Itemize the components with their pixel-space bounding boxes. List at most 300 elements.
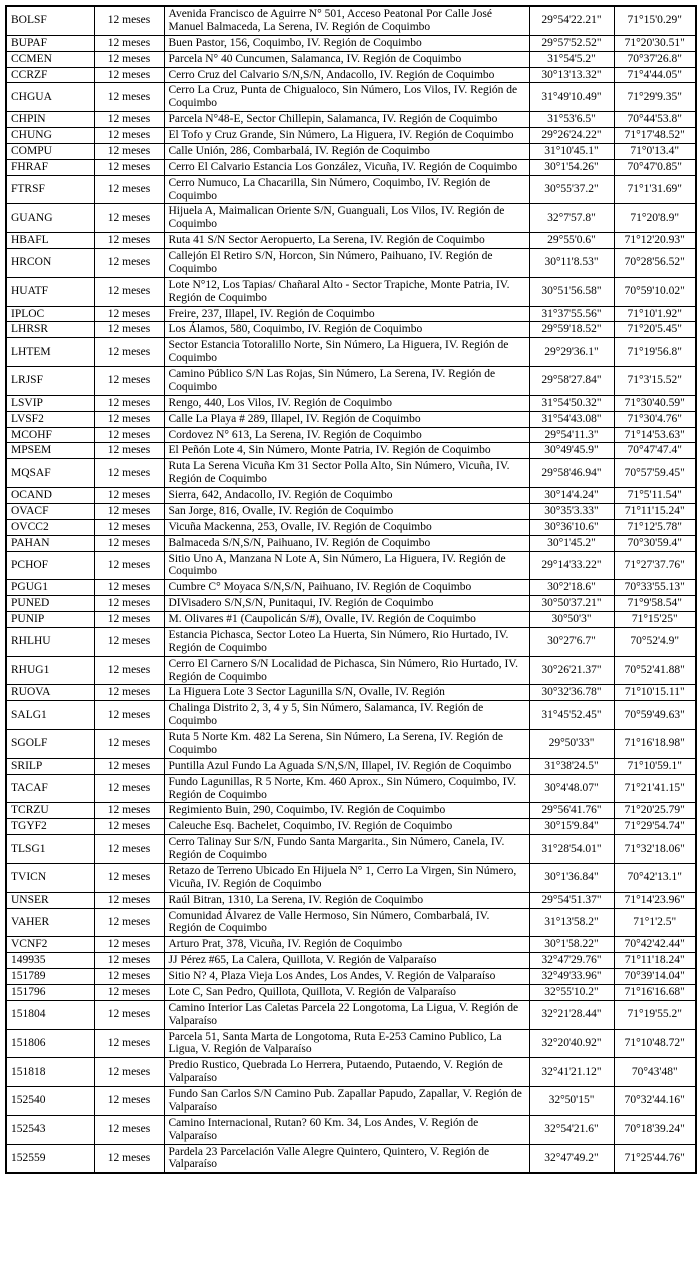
address-cell: Calle La Playa # 289, Illapel, IV. Región de Coquimbo — [164, 411, 529, 427]
address-cell: Freire, 237, Illapel, IV. Región de Coquimbo — [164, 306, 529, 322]
address-cell: Cumbre C° Moyaca S/N,S/N, Paihuano, IV. Región de Coquimbo — [164, 580, 529, 596]
table-row — [6, 758, 696, 774]
table-row — [6, 1144, 696, 1173]
longitude-cell: 71°12'5.78" — [614, 519, 696, 535]
longitude-cell: 71°29'9.35" — [614, 83, 696, 112]
longitude-cell: 71°17'48.52" — [614, 128, 696, 144]
table-row — [6, 937, 696, 953]
site-code-cell: BUPAF — [6, 35, 94, 51]
table-row — [6, 277, 696, 306]
duration-cell: 12 meses — [94, 503, 164, 519]
address-cell: Chalinga Distrito 2, 3, 4 y 5, Sin Número, Salamanca, IV. Región de Coquimbo — [164, 701, 529, 730]
duration-cell: 12 meses — [94, 306, 164, 322]
address-cell: Cerro El Calvario Estancia Los González, Vicuña, IV. Región de Coquimbo — [164, 159, 529, 175]
address-cell: Estancia Pichasca, Sector Loteo La Huerta, Sin Número, Rio Hurtado, IV. Región de Coquimbo — [164, 627, 529, 656]
duration-cell: 12 meses — [94, 908, 164, 937]
longitude-cell: 71°14'23.96" — [614, 892, 696, 908]
longitude-cell: 70°43'48" — [614, 1058, 696, 1087]
address-cell: Buen Pastor, 156, Coquimbo, IV. Región de Coquimbo — [164, 35, 529, 51]
duration-cell: 12 meses — [94, 35, 164, 51]
duration-cell: 12 meses — [94, 835, 164, 864]
duration-cell: 12 meses — [94, 143, 164, 159]
site-code-cell: PAHAN — [6, 535, 94, 551]
address-cell: La Higuera Lote 3 Sector Lagunilla S/N, Ovalle, IV. Región — [164, 685, 529, 701]
table-row — [6, 83, 696, 112]
table-row — [6, 233, 696, 249]
longitude-cell: 70°30'59.4" — [614, 535, 696, 551]
duration-cell: 12 meses — [94, 863, 164, 892]
address-cell: Hijuela A, Maimalican Oriente S/N, Guanguali, Los Vilos, IV. Región de Coquimbo — [164, 204, 529, 233]
longitude-cell: 71°10'15.11" — [614, 685, 696, 701]
latitude-cell: 32°41'21.12" — [529, 1058, 614, 1087]
latitude-cell: 30°11'8.53" — [529, 249, 614, 278]
duration-cell: 12 meses — [94, 51, 164, 67]
duration-cell: 12 meses — [94, 277, 164, 306]
duration-cell: 12 meses — [94, 322, 164, 338]
latitude-cell: 32°21'28.44" — [529, 1000, 614, 1029]
table-row — [6, 488, 696, 504]
duration-cell: 12 meses — [94, 730, 164, 759]
address-cell: Camino Público S/N Las Rojas, Sin Número, La Serena, IV. Región de Coquimbo — [164, 367, 529, 396]
address-cell: Parcela 51, Santa Marta de Longotoma, Ruta E-253 Camino Publico, La Ligua, V. Región de Valparaíso — [164, 1029, 529, 1058]
sites-table — [5, 5, 697, 1174]
longitude-cell: 71°25'44.76" — [614, 1144, 696, 1173]
duration-cell: 12 meses — [94, 459, 164, 488]
duration-cell: 12 meses — [94, 128, 164, 144]
table-row — [6, 596, 696, 612]
latitude-cell: 30°51'56.58" — [529, 277, 614, 306]
duration-cell: 12 meses — [94, 443, 164, 459]
table-row — [6, 6, 696, 35]
duration-cell: 12 meses — [94, 488, 164, 504]
latitude-cell: 32°55'10.2" — [529, 984, 614, 1000]
latitude-cell: 30°2'18.6" — [529, 580, 614, 596]
site-code-cell: 151789 — [6, 969, 94, 985]
longitude-cell: 71°30'40.59" — [614, 395, 696, 411]
table-row — [6, 1115, 696, 1144]
site-code-cell: HUATF — [6, 277, 94, 306]
table-row — [6, 519, 696, 535]
address-cell: Cerro El Carnero S/N Localidad de Pichasca, Sin Número, Rio Hurtado, IV. Región de Coquimbo — [164, 656, 529, 685]
longitude-cell: 71°15'25" — [614, 612, 696, 628]
latitude-cell: 30°27'6.7" — [529, 627, 614, 656]
table-row — [6, 774, 696, 803]
latitude-cell: 31°10'45.1" — [529, 143, 614, 159]
address-cell: Raúl Bitran, 1310, La Serena, IV. Región de Coquimbo — [164, 892, 529, 908]
duration-cell: 12 meses — [94, 1144, 164, 1173]
latitude-cell: 30°15'9.84" — [529, 819, 614, 835]
table-row — [6, 143, 696, 159]
latitude-cell: 29°56'41.76" — [529, 803, 614, 819]
site-code-cell: TACAF — [6, 774, 94, 803]
duration-cell: 12 meses — [94, 612, 164, 628]
site-code-cell: CHGUA — [6, 83, 94, 112]
latitude-cell: 30°55'37.2" — [529, 175, 614, 204]
latitude-cell: 29°26'24.22" — [529, 128, 614, 144]
duration-cell: 12 meses — [94, 892, 164, 908]
longitude-cell: 70°57'59.45" — [614, 459, 696, 488]
longitude-cell: 70°39'14.04" — [614, 969, 696, 985]
duration-cell: 12 meses — [94, 411, 164, 427]
duration-cell: 12 meses — [94, 1000, 164, 1029]
site-code-cell: 152559 — [6, 1144, 94, 1173]
longitude-cell: 70°44'53.8" — [614, 112, 696, 128]
table-row — [6, 175, 696, 204]
site-code-cell: PCHOF — [6, 551, 94, 580]
longitude-cell: 71°10'1.92" — [614, 306, 696, 322]
address-cell: Parcela N° 40 Cuncumen, Salamanca, IV. Región de Coquimbo — [164, 51, 529, 67]
latitude-cell: 30°1'45.2" — [529, 535, 614, 551]
site-code-cell: PUNIP — [6, 612, 94, 628]
latitude-cell: 32°49'33.96" — [529, 969, 614, 985]
table-row — [6, 128, 696, 144]
latitude-cell: 32°20'40.92" — [529, 1029, 614, 1058]
table-row — [6, 627, 696, 656]
longitude-cell: 71°32'18.06" — [614, 835, 696, 864]
site-code-cell: CCMEN — [6, 51, 94, 67]
latitude-cell: 29°58'27.84" — [529, 367, 614, 396]
longitude-cell: 71°11'15.24" — [614, 503, 696, 519]
duration-cell: 12 meses — [94, 1029, 164, 1058]
duration-cell: 12 meses — [94, 395, 164, 411]
latitude-cell: 31°54'43.08" — [529, 411, 614, 427]
longitude-cell: 70°33'55.13" — [614, 580, 696, 596]
duration-cell: 12 meses — [94, 204, 164, 233]
table-row — [6, 112, 696, 128]
longitude-cell: 70°18'39.24" — [614, 1115, 696, 1144]
site-code-cell: LVSF2 — [6, 411, 94, 427]
site-code-cell: VCNF2 — [6, 937, 94, 953]
address-cell: DIVisadero S/N,S/N, Punitaqui, IV. Región de Coquimbo — [164, 596, 529, 612]
duration-cell: 12 meses — [94, 627, 164, 656]
longitude-cell: 71°14'53.63" — [614, 427, 696, 443]
duration-cell: 12 meses — [94, 984, 164, 1000]
site-code-cell: LHRSR — [6, 322, 94, 338]
address-cell: M. Olivares #1 (Caupolicán S/#), Ovalle, IV. Región de Coquimbo — [164, 612, 529, 628]
longitude-cell: 71°10'48.72" — [614, 1029, 696, 1058]
address-cell: Parcela N°48-E, Sector Chillepin, Salamanca, IV. Región de Coquimbo — [164, 112, 529, 128]
latitude-cell: 30°1'58.22" — [529, 937, 614, 953]
latitude-cell: 30°26'21.37" — [529, 656, 614, 685]
site-code-cell: BOLSF — [6, 6, 94, 35]
longitude-cell: 71°20'8.9" — [614, 204, 696, 233]
longitude-cell: 70°52'41.88" — [614, 656, 696, 685]
longitude-cell: 71°15'0.29" — [614, 6, 696, 35]
latitude-cell: 32°50'15" — [529, 1087, 614, 1116]
address-cell: Callejón El Retiro S/N, Horcon, Sin Número, Paihuano, IV. Región de Coquimbo — [164, 249, 529, 278]
latitude-cell: 29°54'22.21" — [529, 6, 614, 35]
latitude-cell: 29°14'33.22" — [529, 551, 614, 580]
site-code-cell: RHUG1 — [6, 656, 94, 685]
longitude-cell: 71°11'18.24" — [614, 953, 696, 969]
site-code-cell: 151818 — [6, 1058, 94, 1087]
longitude-cell: 71°21'41.15" — [614, 774, 696, 803]
table-row — [6, 249, 696, 278]
longitude-cell: 71°20'5.45" — [614, 322, 696, 338]
address-cell: Camino Internacional, Rutan? 60 Km. 34, Los Andes, V. Región de Valparaíso — [164, 1115, 529, 1144]
address-cell: Ruta 5 Norte Km. 482 La Serena, Sin Número, La Serena, IV. Región de Coquimbo — [164, 730, 529, 759]
latitude-cell: 30°4'48.07" — [529, 774, 614, 803]
table-row — [6, 503, 696, 519]
longitude-cell: 70°59'10.02" — [614, 277, 696, 306]
duration-cell: 12 meses — [94, 819, 164, 835]
latitude-cell: 32°54'21.6" — [529, 1115, 614, 1144]
site-code-cell: OCAND — [6, 488, 94, 504]
address-cell: Ruta La Serena Vicuña Km 31 Sector Polla Alto, Sin Número, Vicuña, IV. Región de Coquimbo — [164, 459, 529, 488]
address-cell: Ruta 41 S/N Sector Aeropuerto, La Serena, IV. Región de Coquimbo — [164, 233, 529, 249]
site-code-cell: CCRZF — [6, 67, 94, 83]
address-cell: Retazo de Terreno Ubicado En Hijuela N° 1, Cerro La Virgen, Sin Número, Vicuña, IV. Región de Coquimbo — [164, 863, 529, 892]
table-row — [6, 1087, 696, 1116]
site-code-cell: HRCON — [6, 249, 94, 278]
table-row — [6, 427, 696, 443]
site-code-cell: 151796 — [6, 984, 94, 1000]
table-row — [6, 612, 696, 628]
latitude-cell: 29°55'0.6" — [529, 233, 614, 249]
duration-cell: 12 meses — [94, 338, 164, 367]
duration-cell: 12 meses — [94, 67, 164, 83]
table-row — [6, 411, 696, 427]
address-cell: Regimiento Buin, 290, Coquimbo, IV. Región de Coquimbo — [164, 803, 529, 819]
table-row — [6, 656, 696, 685]
site-code-cell: TCRZU — [6, 803, 94, 819]
address-cell: Avenida Francisco de Aguirre N° 501, Acceso Peatonal Por Calle José Manuel Balmaceda, La Serena, IV. Región de Coquimbo — [164, 6, 529, 35]
address-cell: Cerro Numuco, La Chacarilla, Sin Número, Coquimbo, IV. Región de Coquimbo — [164, 175, 529, 204]
site-code-cell: PUNED — [6, 596, 94, 612]
site-code-cell: SGOLF — [6, 730, 94, 759]
address-cell: Fundo Lagunillas, R 5 Norte, Km. 460 Aprox., Sin Número, Coquimbo, IV. Región de Coquimbo — [164, 774, 529, 803]
table-row — [6, 730, 696, 759]
longitude-cell: 71°16'18.98" — [614, 730, 696, 759]
table-row — [6, 892, 696, 908]
longitude-cell: 71°1'31.69" — [614, 175, 696, 204]
address-cell: JJ Pérez #65, La Calera, Quillota, V. Región de Valparaíso — [164, 953, 529, 969]
latitude-cell: 29°58'46.94" — [529, 459, 614, 488]
table-row — [6, 984, 696, 1000]
duration-cell: 12 meses — [94, 758, 164, 774]
longitude-cell: 71°3'15.52" — [614, 367, 696, 396]
longitude-cell: 71°20'25.79" — [614, 803, 696, 819]
longitude-cell: 71°19'56.8" — [614, 338, 696, 367]
address-cell: Fundo San Carlos S/N Camino Pub. Zapallar Papudo, Zapallar, V. Región de Valparaíso — [164, 1087, 529, 1116]
site-code-cell: TGYF2 — [6, 819, 94, 835]
latitude-cell: 31°45'52.45" — [529, 701, 614, 730]
duration-cell: 12 meses — [94, 6, 164, 35]
duration-cell: 12 meses — [94, 1115, 164, 1144]
duration-cell: 12 meses — [94, 535, 164, 551]
latitude-cell: 31°38'24.5" — [529, 758, 614, 774]
longitude-cell: 71°16'16.68" — [614, 984, 696, 1000]
address-cell: Los Álamos, 580, Coquimbo, IV. Región de Coquimbo — [164, 322, 529, 338]
site-code-cell: 152540 — [6, 1087, 94, 1116]
longitude-cell: 71°29'54.74" — [614, 819, 696, 835]
longitude-cell: 70°28'56.52" — [614, 249, 696, 278]
longitude-cell: 70°32'44.16" — [614, 1087, 696, 1116]
site-code-cell: LHTEM — [6, 338, 94, 367]
site-code-cell: VAHER — [6, 908, 94, 937]
table-row — [6, 803, 696, 819]
latitude-cell: 31°54'50.32" — [529, 395, 614, 411]
table-row — [6, 1058, 696, 1087]
table-row — [6, 580, 696, 596]
site-code-cell: 152543 — [6, 1115, 94, 1144]
duration-cell: 12 meses — [94, 803, 164, 819]
duration-cell: 12 meses — [94, 233, 164, 249]
site-code-cell: COMPU — [6, 143, 94, 159]
latitude-cell: 29°57'52.52" — [529, 35, 614, 51]
table-row — [6, 863, 696, 892]
table-row — [6, 1029, 696, 1058]
site-code-cell: RHLHU — [6, 627, 94, 656]
site-code-cell: TVICN — [6, 863, 94, 892]
table-row — [6, 338, 696, 367]
longitude-cell: 71°1'2.5" — [614, 908, 696, 937]
latitude-cell: 30°50'3" — [529, 612, 614, 628]
longitude-cell: 70°37'26.8" — [614, 51, 696, 67]
address-cell: Puntilla Azul Fundo La Aguada S/N,S/N, Illapel, IV. Región de Coquimbo — [164, 758, 529, 774]
longitude-cell: 70°52'4.9" — [614, 627, 696, 656]
address-cell: Caleuche Esq. Bachelet, Coquimbo, IV. Región de Coquimbo — [164, 819, 529, 835]
latitude-cell: 30°13'13.32" — [529, 67, 614, 83]
table-row — [6, 395, 696, 411]
table-row — [6, 835, 696, 864]
longitude-cell: 71°5'11.54" — [614, 488, 696, 504]
table-row — [6, 159, 696, 175]
address-cell: Camino Interior Las Caletas Parcela 22 Longotoma, La Ligua, V. Región de Valparaíso — [164, 1000, 529, 1029]
address-cell: Vicuña Mackenna, 253, Ovalle, IV. Región de Coquimbo — [164, 519, 529, 535]
site-code-cell: CHPIN — [6, 112, 94, 128]
latitude-cell: 30°50'37.21" — [529, 596, 614, 612]
table-row — [6, 51, 696, 67]
table-row — [6, 535, 696, 551]
longitude-cell: 70°42'42.44" — [614, 937, 696, 953]
duration-cell: 12 meses — [94, 367, 164, 396]
address-cell: Cordovez N° 613, La Serena, IV. Región de Coquimbo — [164, 427, 529, 443]
duration-cell: 12 meses — [94, 701, 164, 730]
latitude-cell: 29°54'11.3" — [529, 427, 614, 443]
longitude-cell: 71°9'58.54" — [614, 596, 696, 612]
address-cell: Cerro Cruz del Calvario S/N,S/N, Andacollo, IV. Región de Coquimbo — [164, 67, 529, 83]
site-code-cell: TLSG1 — [6, 835, 94, 864]
site-code-cell: LSVIP — [6, 395, 94, 411]
latitude-cell: 32°47'49.2" — [529, 1144, 614, 1173]
latitude-cell: 30°1'54.26" — [529, 159, 614, 175]
duration-cell: 12 meses — [94, 937, 164, 953]
latitude-cell: 30°1'36.84" — [529, 863, 614, 892]
latitude-cell: 30°36'10.6" — [529, 519, 614, 535]
site-code-cell: SRILP — [6, 758, 94, 774]
duration-cell: 12 meses — [94, 83, 164, 112]
address-cell: Sierra, 642, Andacollo, IV. Región de Coquimbo — [164, 488, 529, 504]
duration-cell: 12 meses — [94, 774, 164, 803]
duration-cell: 12 meses — [94, 551, 164, 580]
latitude-cell: 31°28'54.01" — [529, 835, 614, 864]
address-cell: Comunidad Álvarez de Valle Hermoso, Sin Número, Combarbalá, IV. Región de Coquimbo — [164, 908, 529, 937]
site-code-cell: 149935 — [6, 953, 94, 969]
latitude-cell: 29°54'51.37" — [529, 892, 614, 908]
longitude-cell: 71°0'13.4" — [614, 143, 696, 159]
address-cell: Cerro La Cruz, Punta de Chigualoco, Sin Número, Los Vilos, IV. Región de Coquimbo — [164, 83, 529, 112]
site-code-cell: FTRSF — [6, 175, 94, 204]
longitude-cell: 71°19'55.2" — [614, 1000, 696, 1029]
latitude-cell: 31°37'55.56" — [529, 306, 614, 322]
latitude-cell: 31°53'6.5" — [529, 112, 614, 128]
duration-cell: 12 meses — [94, 519, 164, 535]
site-code-cell: SALG1 — [6, 701, 94, 730]
table-row — [6, 443, 696, 459]
site-code-cell: IPLOC — [6, 306, 94, 322]
longitude-cell: 70°47'47.4" — [614, 443, 696, 459]
address-cell: El Peñón Lote 4, Sin Número, Monte Patria, IV. Región de Coquimbo — [164, 443, 529, 459]
table-row — [6, 1000, 696, 1029]
latitude-cell: 31°54'5.2" — [529, 51, 614, 67]
longitude-cell: 70°42'13.1" — [614, 863, 696, 892]
table-row — [6, 67, 696, 83]
site-code-cell: MCOHF — [6, 427, 94, 443]
address-cell: Sitio N? 4, Plaza Vieja Los Andes, Los Andes, V. Región de Valparaíso — [164, 969, 529, 985]
site-code-cell: PGUG1 — [6, 580, 94, 596]
latitude-cell: 29°59'18.52" — [529, 322, 614, 338]
table-row — [6, 685, 696, 701]
longitude-cell: 71°4'44.05" — [614, 67, 696, 83]
address-cell: Lote C, San Pedro, Quillota, Quillota, V. Región de Valparaíso — [164, 984, 529, 1000]
table-row — [6, 306, 696, 322]
site-code-cell: HBAFL — [6, 233, 94, 249]
site-code-cell: MPSEM — [6, 443, 94, 459]
site-code-cell: MQSAF — [6, 459, 94, 488]
latitude-cell: 31°49'10.49" — [529, 83, 614, 112]
table-row — [6, 459, 696, 488]
table-row — [6, 367, 696, 396]
latitude-cell: 29°50'33" — [529, 730, 614, 759]
site-code-cell: OVACF — [6, 503, 94, 519]
table-row — [6, 953, 696, 969]
duration-cell: 12 meses — [94, 969, 164, 985]
site-code-cell: FHRAF — [6, 159, 94, 175]
latitude-cell: 32°47'29.76" — [529, 953, 614, 969]
longitude-cell: 71°20'30.51" — [614, 35, 696, 51]
table-row — [6, 969, 696, 985]
table-row — [6, 701, 696, 730]
latitude-cell: 30°35'3.33" — [529, 503, 614, 519]
address-cell: Rengo, 440, Los Vilos, IV. Región de Coquimbo — [164, 395, 529, 411]
address-cell: Calle Unión, 286, Combarbalá, IV. Región de Coquimbo — [164, 143, 529, 159]
duration-cell: 12 meses — [94, 427, 164, 443]
duration-cell: 12 meses — [94, 159, 164, 175]
duration-cell: 12 meses — [94, 685, 164, 701]
latitude-cell: 30°49'45.9" — [529, 443, 614, 459]
duration-cell: 12 meses — [94, 175, 164, 204]
site-code-cell: GUANG — [6, 204, 94, 233]
address-cell: Sitio Uno A, Manzana N Lote A, Sin Número, La Higuera, IV. Región de Coquimbo — [164, 551, 529, 580]
latitude-cell: 30°14'4.24" — [529, 488, 614, 504]
address-cell: El Tofo y Cruz Grande, Sin Número, La Higuera, IV. Región de Coquimbo — [164, 128, 529, 144]
duration-cell: 12 meses — [94, 656, 164, 685]
address-cell: San Jorge, 816, Ovalle, IV. Región de Coquimbo — [164, 503, 529, 519]
duration-cell: 12 meses — [94, 1058, 164, 1087]
duration-cell: 12 meses — [94, 580, 164, 596]
site-code-cell: LRJSF — [6, 367, 94, 396]
latitude-cell: 29°29'36.1" — [529, 338, 614, 367]
sites-table-body — [6, 6, 696, 1173]
longitude-cell: 71°27'37.76" — [614, 551, 696, 580]
address-cell: Arturo Prat, 378, Vicuña, IV. Región de Coquimbo — [164, 937, 529, 953]
table-row — [6, 322, 696, 338]
address-cell: Balmaceda S/N,S/N, Paihuano, IV. Región de Coquimbo — [164, 535, 529, 551]
address-cell: Pardela 23 Parcelación Valle Alegre Quintero, Quintero, V. Región de Valparaíso — [164, 1144, 529, 1173]
longitude-cell: 70°59'49.63" — [614, 701, 696, 730]
site-code-cell: RUOVA — [6, 685, 94, 701]
